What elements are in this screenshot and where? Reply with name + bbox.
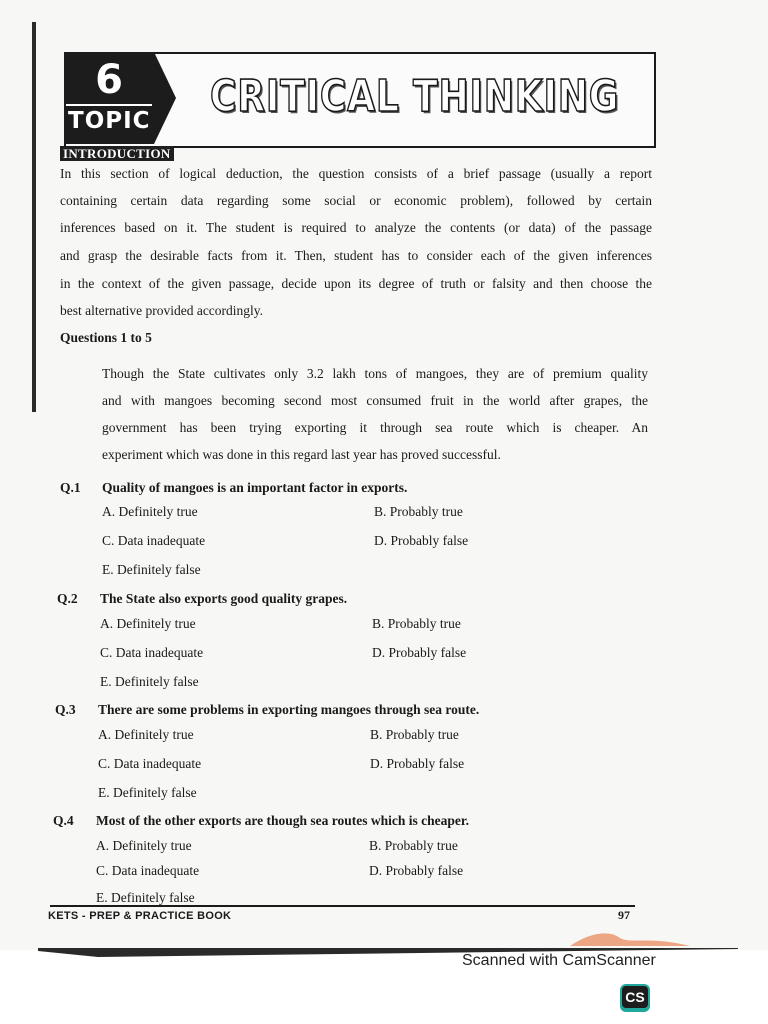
passage-line: and with mangoes becoming second most consumed fruit in the world after grapes, the xyxy=(102,393,648,408)
option-b: B. Probably true xyxy=(372,616,461,631)
option-b: B. Probably true xyxy=(374,504,463,519)
page-number: 97 xyxy=(618,908,630,922)
option-c: C. Data inadequate xyxy=(102,533,206,548)
footer-divider xyxy=(50,905,635,907)
topic-badge xyxy=(64,52,176,144)
intro-line: best alternative provided accordingly. xyxy=(60,303,264,318)
question-text: Quality of mangoes is an important factor in exports. xyxy=(102,480,408,495)
option-e: E. Definitely false xyxy=(96,890,195,905)
question-text: Most of the other exports are though sea routes which is cheaper. xyxy=(96,813,469,828)
option-a: A. Definitely true xyxy=(102,504,198,519)
intro-line: In this section of logical deduction, the question consists of a brief passage (usually a report xyxy=(60,166,652,181)
intro-line: inferences based on it. The student is required to analyze the contents (or data) of the passage xyxy=(60,220,652,235)
option-e: E. Definitely false xyxy=(102,562,201,577)
question-number: Q.4 xyxy=(53,813,74,828)
option-a: A. Definitely true xyxy=(98,727,194,742)
option-c: C. Data inadequate xyxy=(96,863,200,878)
option-d: D. Probably false xyxy=(374,533,469,548)
scan-smudge xyxy=(560,928,700,948)
introduction-label: INTRODUCTION xyxy=(60,146,174,161)
camscanner-logo-text: CS xyxy=(622,986,648,1008)
option-d: D. Probably false xyxy=(372,645,467,660)
option-e: E. Definitely false xyxy=(98,785,197,800)
intro-line: and grasp the desirable facts from it. Then, student has to consider each of the given inferences xyxy=(60,248,652,263)
option-b: B. Probably true xyxy=(370,727,459,742)
question-number: Q.1 xyxy=(60,480,81,495)
binding-shadow xyxy=(32,22,36,412)
scanner-watermark-text: Scanned with CamScanner xyxy=(462,952,656,969)
option-d: D. Probably false xyxy=(369,863,464,878)
questions-heading: Questions 1 to 5 xyxy=(60,330,152,345)
camscanner-logo xyxy=(620,984,650,1012)
passage-line: experiment which was done in this regard last year has proved successful. xyxy=(102,447,501,462)
page-title: CRITICAL THINKING xyxy=(210,71,620,122)
question-number: Q.2 xyxy=(57,591,78,606)
topic-label: TOPIC xyxy=(68,108,151,134)
option-e: E. Definitely false xyxy=(100,674,199,689)
passage-line: Though the State cultivates only 3.2 lakh tons of mangoes, they are of premium quality xyxy=(102,366,648,381)
intro-line: in the context of the given passage, decide upon its degree of truth or falsity and then choose the xyxy=(60,276,652,291)
passage-line: government has been trying exporting it through sea route which is cheaper. An xyxy=(102,420,648,435)
option-a: A. Definitely true xyxy=(100,616,196,631)
option-a: A. Definitely true xyxy=(96,838,192,853)
option-b: B. Probably true xyxy=(369,838,458,853)
question-text: The State also exports good quality grapes. xyxy=(100,591,348,606)
intro-line: containing certain data regarding some social or economic problem), followed by certain xyxy=(60,193,652,208)
topic-number: 6 xyxy=(95,57,123,103)
option-c: C. Data inadequate xyxy=(98,756,202,771)
question-number: Q.3 xyxy=(55,702,76,717)
option-c: C. Data inadequate xyxy=(100,645,204,660)
footer-book-title: KETS - PREP & PRACTICE BOOK xyxy=(48,910,232,922)
question-text: There are some problems in exporting mangoes through sea route. xyxy=(98,702,480,717)
option-d: D. Probably false xyxy=(370,756,465,771)
